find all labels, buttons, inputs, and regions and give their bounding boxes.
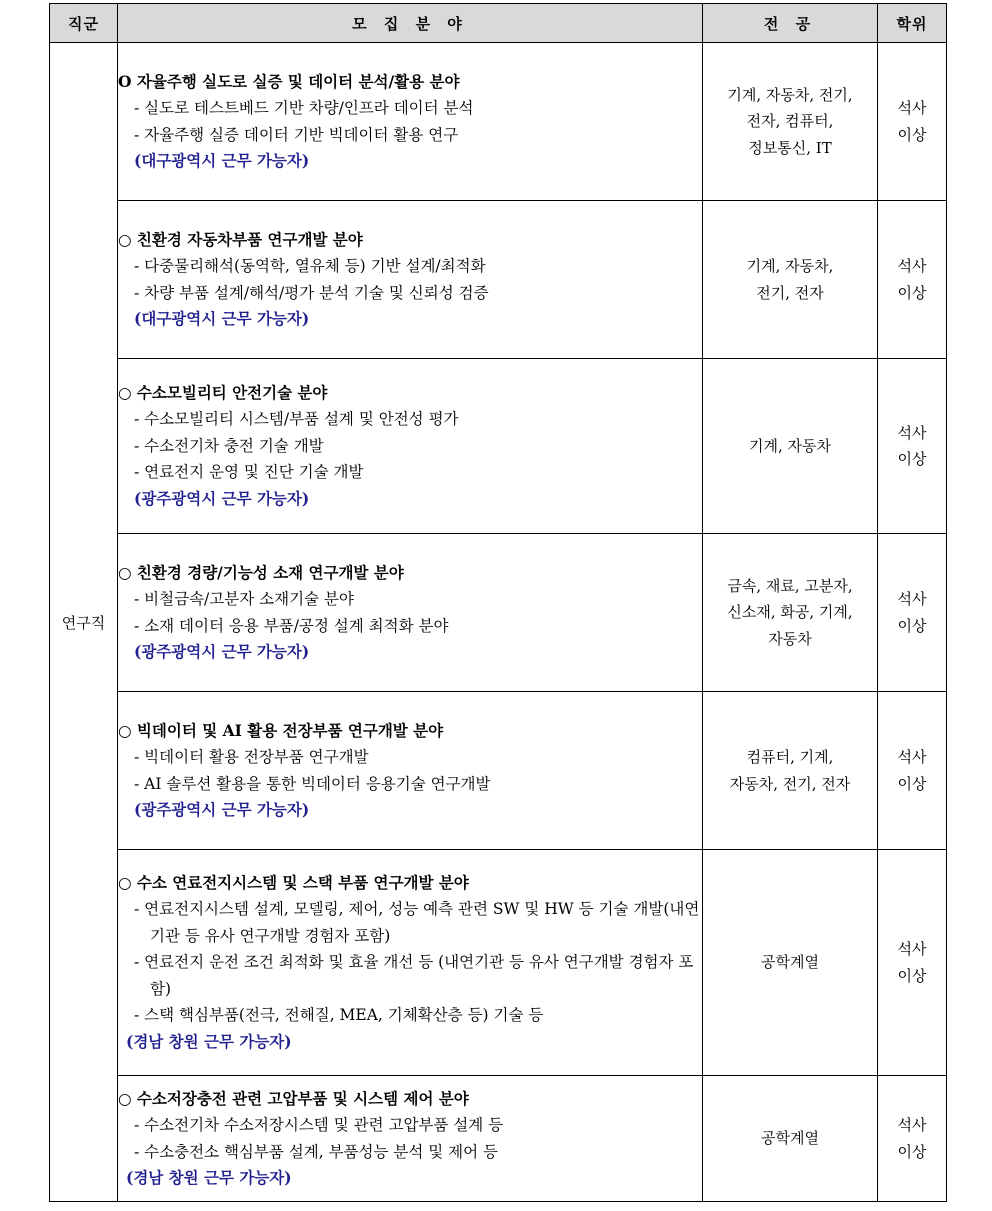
major-cell: 공학계열 <box>703 850 878 1076</box>
field-bullet: - 수소전기차 수소저장시스템 및 관련 고압부품 설계 등 <box>134 1116 504 1134</box>
field-title: ○ 수소저장충전 관련 고압부품 및 시스템 제어 분야 <box>118 1088 469 1108</box>
degree-cell: 석사 이상 <box>878 1076 947 1202</box>
major-cell: 기계, 자동차 <box>703 359 878 534</box>
field-bullet: - 연료전지 운전 조건 최적화 및 효율 개선 등 (내연기관 등 유사 연구개발 경험자 포함) <box>134 953 694 998</box>
field-bullet: - 빅데이터 활용 전장부품 연구개발 <box>134 748 369 766</box>
field-bullet: - 자율주행 실증 데이터 기반 빅데이터 활용 연구 <box>134 125 459 144</box>
field-bullet: - 스택 핵심부품(전극, 전해질, MEA, 기체확산층 등) 기술 등 <box>134 1006 544 1025</box>
table-row <box>50 850 947 1076</box>
header-major: 전 공 <box>703 4 878 43</box>
degree-cell: 석사 이상 <box>878 359 947 534</box>
degree-cell: 석사 이상 <box>878 692 947 850</box>
field-cell <box>118 359 703 534</box>
field-bullet: - 수소모빌리티 시스템/부품 설계 및 안전성 평가 <box>134 410 459 429</box>
field-title: ○ 친환경 자동차부품 연구개발 분야 <box>118 229 363 249</box>
field-cell <box>118 1076 703 1202</box>
header-field: 모 집 분 야 <box>118 4 703 43</box>
field-cell <box>118 692 703 850</box>
field-location: (대구광역시 근무 가능자) <box>134 309 310 328</box>
table-row <box>50 534 947 692</box>
major-cell: 기계, 자동차, 전기, 전자 <box>703 201 878 359</box>
field-cell <box>118 201 703 359</box>
field-bullet: - 차량 부품 설계/해석/평가 분석 기술 및 신뢰성 검증 <box>134 283 489 302</box>
degree-cell: 석사 이상 <box>878 201 947 359</box>
field-bullet: - 실도로 테스트베드 기반 차량/인프라 데이터 분석 <box>134 99 474 117</box>
field-title: ○ 친환경 경량/기능성 소재 연구개발 분야 <box>118 562 404 582</box>
degree-cell: 석사 이상 <box>878 43 947 201</box>
field-bullet: - 다중물리해석(동역학, 열유체 등) 기반 설계/최적화 <box>134 257 486 275</box>
table-row <box>50 43 947 201</box>
field-bullet: - AI 솔루션 활용을 통한 빅데이터 응용기술 연구개발 <box>134 774 491 793</box>
field-cell <box>118 43 703 201</box>
field-bullet: - 소재 데이터 응용 부품/공정 설계 최적화 분야 <box>134 616 449 635</box>
field-location: (경남 창원 근무 가능자) <box>126 1168 292 1187</box>
field-cell <box>118 850 703 1076</box>
field-title: O 자율주행 실도로 실증 및 데이터 분석/활용 분야 <box>118 71 460 91</box>
field-bullet: - 수소충전소 핵심부품 설계, 부품성능 분석 및 제어 등 <box>134 1142 499 1161</box>
field-location: (대구광역시 근무 가능자) <box>134 151 310 170</box>
field-location: (광주광역시 근무 가능자) <box>134 642 310 661</box>
field-cell <box>118 534 703 692</box>
field-location: (경남 창원 근무 가능자) <box>126 1031 292 1051</box>
table-row <box>50 201 947 359</box>
major-cell: 기계, 자동차, 전기, 전자, 컴퓨터, 정보통신, IT <box>703 43 878 201</box>
field-bullet: - 연료전지 운영 및 진단 기술 개발 <box>134 463 364 482</box>
header-group: 직군 <box>50 4 118 43</box>
recruitment-table <box>49 3 947 1202</box>
field-title: ○ 수소 연료전지시스템 및 스택 부품 연구개발 분야 <box>118 872 469 892</box>
field-title: ○ 빅데이터 및 AI 활용 전장부품 연구개발 분야 <box>118 720 444 740</box>
table-row <box>50 1076 947 1202</box>
major-cell: 공학계열 <box>703 1076 878 1202</box>
degree-cell: 석사 이상 <box>878 534 947 692</box>
major-cell: 컴퓨터, 기계, 자동차, 전기, 전자 <box>703 692 878 850</box>
major-cell: 금속, 재료, 고분자, 신소재, 화공, 기계, 자동차 <box>703 534 878 692</box>
table-row <box>50 692 947 850</box>
field-location: (광주광역시 근무 가능자) <box>134 800 310 819</box>
field-bullet: - 수소전기차 충전 기술 개발 <box>134 436 324 455</box>
job-group-cell: 연구직 <box>50 43 118 1202</box>
field-bullet: - 연료전지시스템 설계, 모델링, 제어, 성능 예측 관련 SW 및 HW 등 기술 개발(내연기관 등 유사 연구개발 경험자 포함) <box>134 900 700 945</box>
table-row <box>50 359 947 534</box>
header-degree: 학위 <box>878 4 947 43</box>
degree-cell: 석사 이상 <box>878 850 947 1076</box>
field-bullet: - 비철금속/고분자 소재기술 분야 <box>134 590 354 608</box>
table-header-row <box>50 4 947 43</box>
field-location: (광주광역시 근무 가능자) <box>134 488 310 508</box>
field-title: ○ 수소모빌리티 안전기술 분야 <box>118 382 328 402</box>
